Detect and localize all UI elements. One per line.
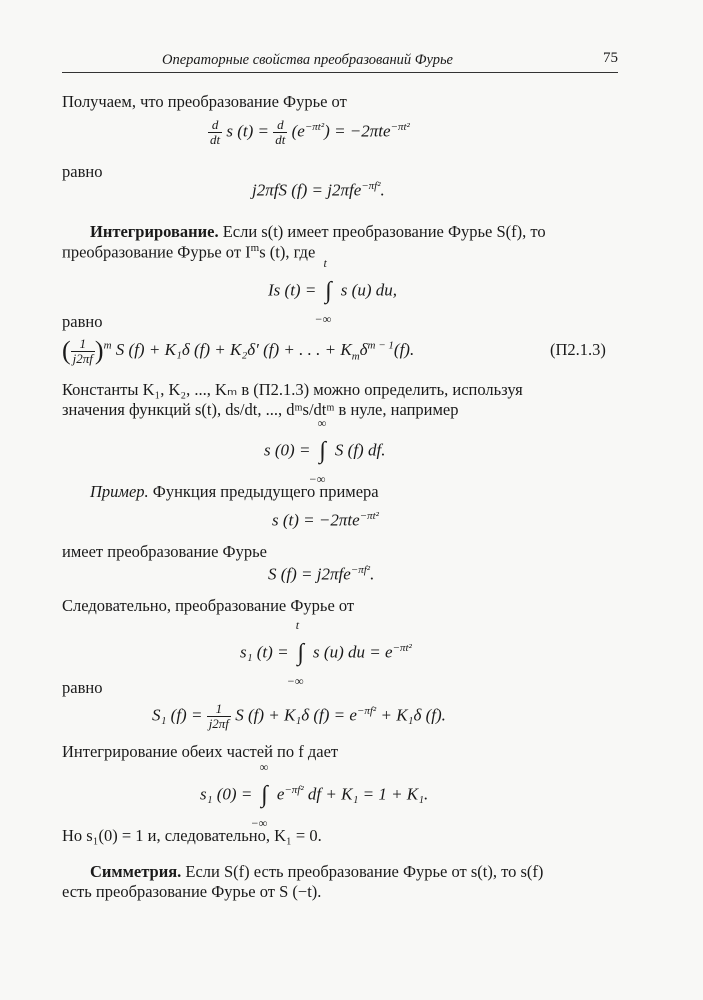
eq-exponent: −πt²: [390, 120, 410, 133]
integral-sign: ∞ ∫ −∞: [250, 760, 269, 830]
eq-text: j2πfS (f) = j2πfe: [252, 180, 362, 200]
paragraph-result: Но s₁(0) = 1 и, следовательно, K₁ = 0.: [62, 826, 322, 845]
eq-text: df + K₁ = 1 + K₁.: [307, 784, 429, 804]
eq-exponent: −πt²: [392, 641, 412, 654]
paragraph-integration: [90, 222, 546, 242]
integral-lower: −∞: [314, 312, 332, 326]
integral-lower: −∞: [250, 816, 268, 830]
fraction-numerator: d: [273, 118, 287, 133]
label-example: Пример.: [90, 482, 149, 501]
superscript: m: [250, 242, 260, 254]
integral-upper: ∞: [259, 760, 269, 774]
paragraph-constants: Константы K₁, K₂, ..., Kₘ в (П2.1.3) можно определить, используя: [62, 380, 523, 399]
paragraph-symmetry: [90, 862, 543, 882]
equation-s0: [264, 416, 386, 486]
eq-text: s (0) =: [264, 440, 311, 460]
fraction-numerator: d: [208, 118, 222, 133]
paragraph-integrating-both: Интегрирование обеих частей по f дает: [62, 742, 339, 761]
equation-s1-zero: [200, 760, 429, 830]
eq-text: .: [380, 180, 385, 200]
eq-exponent: −πt²: [304, 120, 325, 133]
fraction-1-j2pif: [71, 337, 95, 366]
eq-text: (f).: [393, 339, 415, 359]
fraction-numerator: 1: [71, 337, 95, 352]
eq-exponent: −πf²: [350, 564, 371, 576]
eq-exponent: −πf²: [356, 704, 377, 717]
eq-text: S (f) = j2πfe: [268, 564, 351, 584]
paragraph-text: Если s(t) имеет преобразование Фурье S(f), то: [218, 222, 546, 241]
page-number: 75: [603, 50, 618, 66]
fraction-denominator: dt: [275, 132, 286, 147]
equation-transform: [252, 180, 385, 201]
fraction-d-dt: [273, 118, 287, 147]
eq-text: + K₁δ (f).: [380, 705, 446, 725]
integral-sign: t ∫ −∞: [286, 618, 305, 688]
paragraph-text: преобразование Фурье от I: [62, 242, 251, 262]
word-ravno: равно: [62, 162, 103, 181]
eq-text: e: [276, 784, 285, 804]
eq-text: s₁ (t) =: [240, 642, 289, 662]
paragraph-intro: Получаем, что преобразование Фурье от: [62, 92, 347, 111]
paragraph-constants-cont: значения функций s(t), ds/dt, ..., dᵐs/dtᵐ в нуле, например: [62, 400, 459, 419]
eq-text: s₁ (0) =: [200, 784, 253, 804]
paragraph-integration-cont: [62, 242, 315, 263]
eq-text: S (f) + K₁δ (f) + K₂δ′ (f) + . . . + K: [115, 339, 352, 359]
paragraph-text: s (t), где: [259, 242, 316, 262]
equation-example-S: [268, 564, 374, 585]
equation-integral-operator: [268, 256, 397, 326]
fraction-denominator: j2πf: [208, 716, 229, 731]
eq-exponent: −πf²: [284, 783, 304, 796]
fraction-numerator: 1: [207, 702, 231, 717]
equation-s1: [240, 618, 412, 688]
integral-lower: −∞: [286, 674, 304, 688]
eq-exponent: m: [103, 339, 112, 352]
fraction-1-j2pif: [207, 702, 231, 731]
equation-label: (П2.1.3): [550, 340, 606, 359]
equation-example-s: [272, 510, 379, 531]
eq-text: (e: [291, 121, 305, 141]
eq-text: .: [370, 564, 375, 584]
heading-symmetry: Симметрия.: [90, 862, 182, 881]
paragraph-text: Если S(f) есть преобразование Фурье от s(t), то s(f): [181, 862, 544, 881]
eq-text: S (f) + K₁δ (f) = e: [235, 705, 357, 725]
fraction-denominator: dt: [210, 132, 221, 147]
eq-exponent: m − 1: [367, 339, 394, 352]
header-title: Операторные свойства преобразований Фурье: [162, 52, 453, 68]
integral-lower: −∞: [308, 472, 326, 486]
fraction-denominator: j2πf: [72, 350, 93, 366]
heading-integration: Интегрирование.: [90, 222, 219, 241]
eq-text: S (f) df.: [334, 440, 386, 460]
paragraph-symmetry-cont: есть преобразование Фурье от S (−t).: [62, 882, 322, 901]
eq-text: s (t) =: [226, 121, 270, 141]
eq-exponent: −πf²: [361, 180, 381, 192]
eq-text: ) = −2πte: [324, 121, 391, 141]
integral-upper: t: [295, 618, 300, 632]
integral-upper: ∞: [317, 416, 327, 430]
word-ravno: равно: [62, 678, 103, 697]
paragraph-consequently: Следовательно, преобразование Фурье от: [62, 596, 355, 615]
equation-S1: [152, 702, 446, 731]
running-header: [62, 50, 618, 73]
word-ravno: равно: [62, 312, 103, 331]
eq-text: Is (t) =: [268, 280, 317, 300]
eq-text: s (t) = −2πte: [272, 510, 360, 530]
equation-p2-1-3: ( $\frac{1}{j2\pi f}$ )$^m$ S (f) + K₁δ (f) + K₂δ′ (f) + . . . + $K_m\delta^{m - 1}(f)$.: [62, 335, 415, 366]
eq-subscript: m: [351, 350, 360, 363]
paragraph-has-transform: имеет преобразование Фурье: [62, 542, 267, 561]
eq-text: s (u) du,: [340, 280, 397, 300]
integral-upper: t: [323, 256, 327, 270]
eq-text: s (u) du = e: [313, 642, 393, 662]
paragraph-example: [90, 482, 379, 502]
equation-derivative: [208, 118, 410, 147]
eq-exponent: −πt²: [359, 510, 379, 522]
integral-sign: ∞ ∫ −∞: [308, 416, 327, 486]
eq-text: S₁ (f) =: [152, 705, 203, 725]
fraction-d-dt: [208, 118, 222, 147]
integral-sign: t ∫ −∞: [314, 256, 332, 326]
paragraph-text: Функция предыдущего примера: [148, 482, 379, 501]
eq-text: δ: [359, 339, 368, 359]
